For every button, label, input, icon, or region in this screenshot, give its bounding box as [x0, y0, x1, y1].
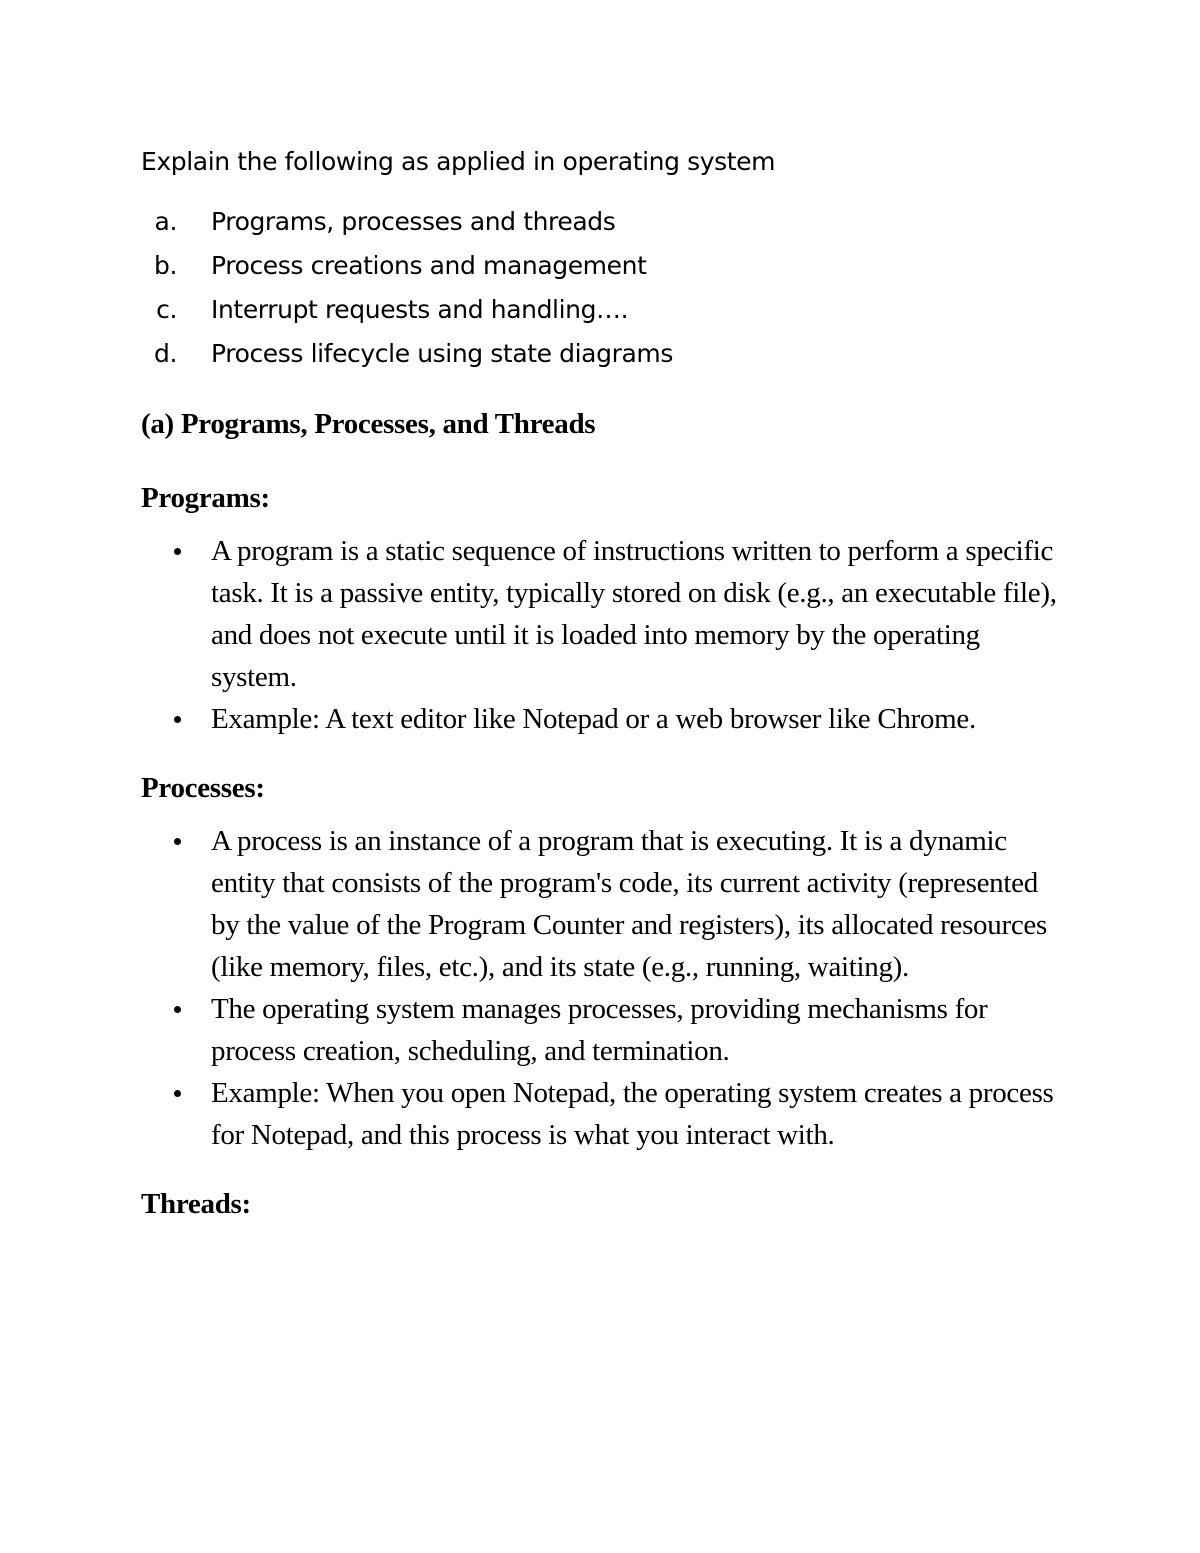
question-item-text: Programs, processes and threads	[211, 207, 616, 236]
list-item	[141, 988, 1061, 1072]
question-item-text: Process lifecycle using state diagrams	[211, 339, 673, 368]
bullet-text: A process is an instance of a program that is executing. It is a dynamic entity that consists of the program's code, its current activity (represented by the value of the Program Counter and registers), its allocated resources (like memory, files, etc.), and its state (e.g., running, waiting).	[211, 825, 1047, 983]
bullet-text: Example: A text editor like Notepad or a web browser like Chrome.	[211, 703, 976, 735]
list-item	[141, 698, 1061, 740]
question-item-letter: c.	[156, 295, 177, 324]
answer-block	[141, 400, 1101, 1228]
list-item	[141, 530, 1061, 698]
question-item	[141, 288, 1101, 332]
bullet-text: A program is a static sequence of instructions written to perform a specific task. It is a passive entity, typically stored on disk (e.g., an executable file), and does not execute until it is loaded into memory by the operating system.	[211, 535, 1057, 693]
question-block	[141, 140, 1101, 376]
question-item-text: Interrupt requests and handling….	[211, 295, 629, 324]
list-item	[141, 1072, 1061, 1156]
section-heading: (a) Programs, Processes, and Threads	[141, 408, 596, 440]
question-list	[141, 200, 1101, 376]
programs-bullet-list	[141, 530, 1101, 740]
question-title: Explain the following as applied in operating system	[141, 147, 776, 176]
list-item	[141, 820, 1061, 988]
processes-heading: Processes:	[141, 772, 265, 804]
bullet-text: The operating system manages processes, providing mechanisms for process creation, scheduling, and termination.	[211, 993, 988, 1067]
question-item	[141, 244, 1101, 288]
bullet-icon	[174, 838, 181, 845]
question-item-letter: a.	[154, 207, 177, 236]
bullet-icon	[174, 548, 181, 555]
threads-heading: Threads:	[141, 1188, 251, 1220]
bullet-text: Example: When you open Notepad, the operating system creates a process for Notepad, and this process is what you interact with.	[211, 1077, 1054, 1151]
question-item-text: Process creations and management	[211, 251, 647, 280]
question-item-letter: d.	[153, 339, 177, 368]
bullet-icon	[174, 716, 181, 723]
bullet-icon	[174, 1006, 181, 1013]
question-item	[141, 332, 1101, 376]
question-item-letter: b.	[153, 251, 177, 280]
programs-heading: Programs:	[141, 482, 270, 514]
processes-bullet-list	[141, 820, 1101, 1156]
bullet-icon	[174, 1090, 181, 1097]
question-item	[141, 200, 1101, 244]
